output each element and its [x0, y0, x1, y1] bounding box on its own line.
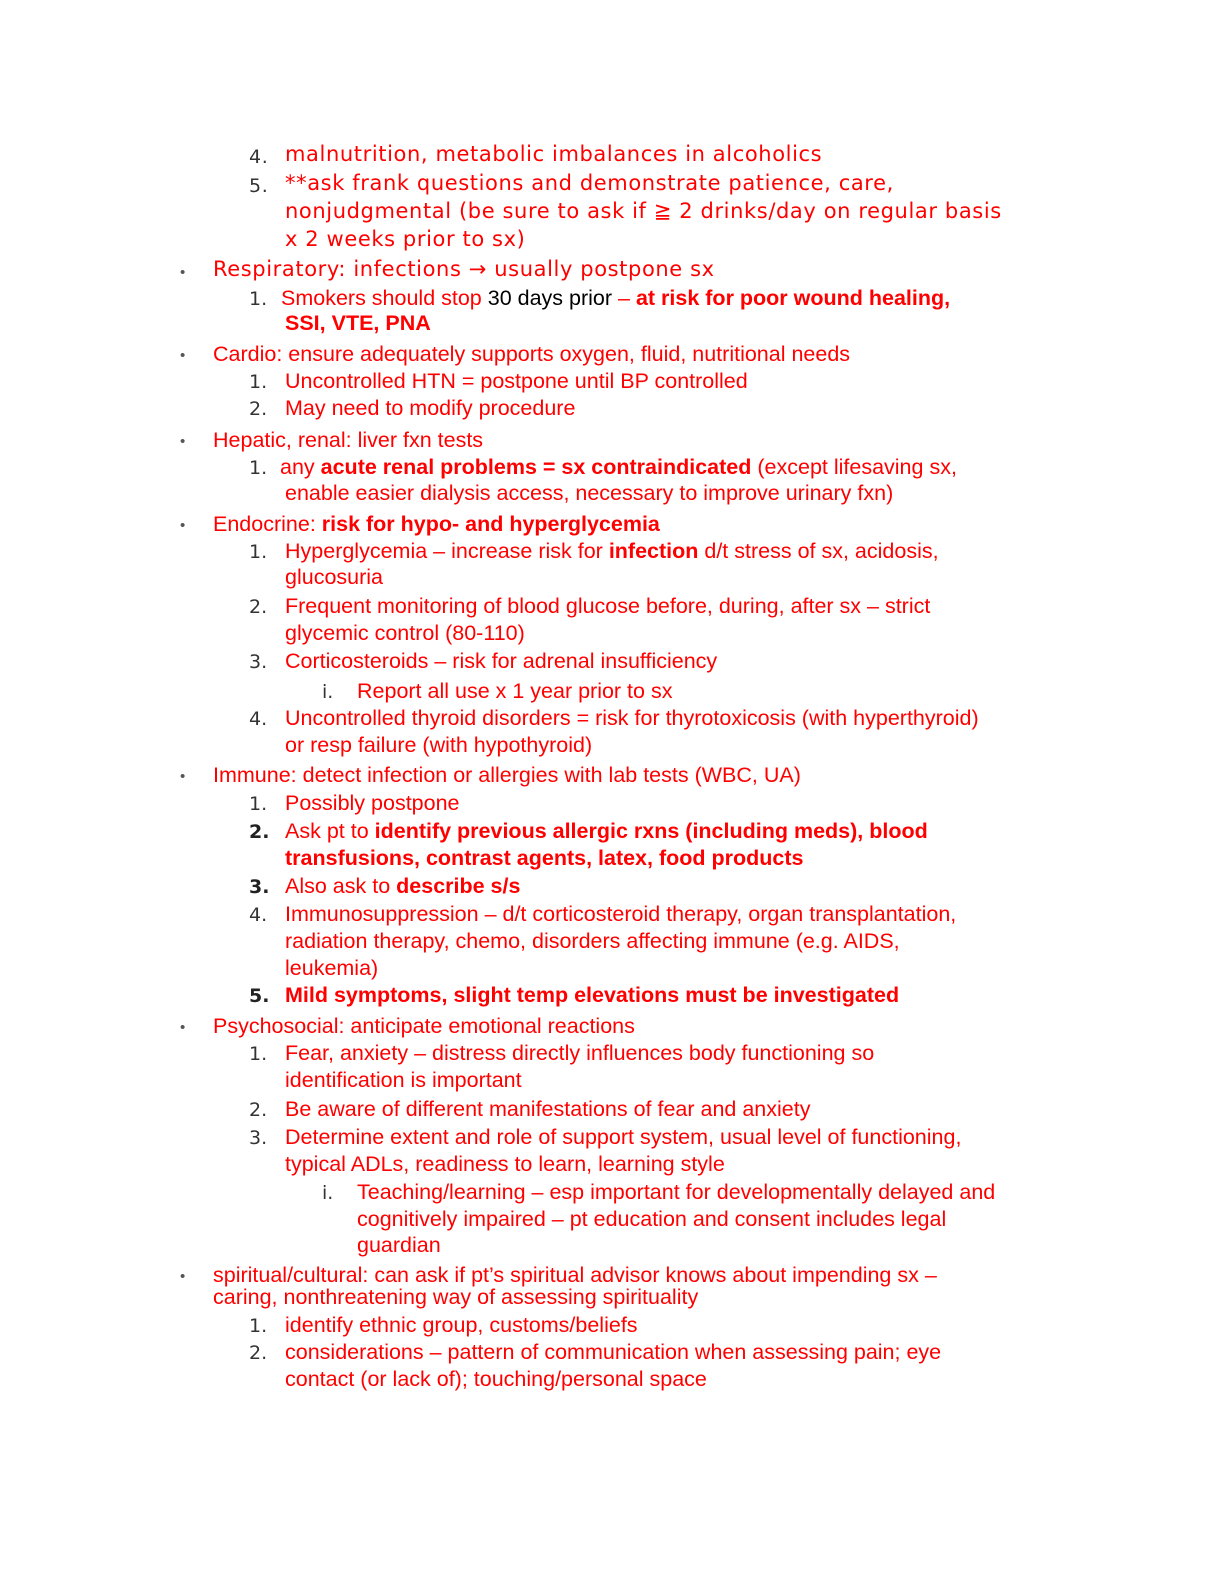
list-number: 5. [249, 175, 269, 197]
text-run: Endocrine: [213, 512, 322, 536]
list-item-continuation: nonjudgmental (be sure to ask if ≧ 2 drinks/day on regular basis [285, 199, 1002, 223]
section-heading-spiritual: spiritual/cultural: can ask if pt’s spiritual advisor knows about impending sx – [213, 1263, 937, 1287]
list-item-continuation: leukemia) [285, 956, 379, 980]
list-item-continuation: identification is important [285, 1068, 522, 1092]
bullet-icon: • [180, 1268, 186, 1285]
bullet-icon: • [180, 768, 186, 785]
text-run-bold: identify previous allergic rxns (including meds), blood [374, 819, 928, 843]
text-run: d/t stress of sx, acidosis, [698, 539, 939, 563]
list-item-continuation: x 2 weeks prior to sx) [285, 227, 526, 251]
list-item: Frequent monitoring of blood glucose before, during, after sx – strict [285, 594, 931, 618]
list-item [281, 286, 950, 311]
text-run: any [280, 455, 321, 479]
list-number: i. [322, 681, 334, 703]
list-item: identify ethnic group, customs/beliefs [285, 1313, 638, 1337]
list-item: Possibly postpone [285, 791, 460, 815]
list-number: 1. [249, 288, 268, 310]
list-item-continuation: guardian [357, 1233, 441, 1257]
section-heading-endocrine [213, 512, 660, 537]
list-number: 2. [249, 596, 268, 618]
list-number: 2. [249, 1099, 268, 1121]
text-run: Also ask to [285, 874, 397, 898]
list-number: 1. [249, 541, 268, 563]
list-number: 1. [249, 457, 268, 479]
text-run-bold: risk for hypo- and hyperglycemia [321, 512, 660, 536]
text-run-bold: infection [608, 539, 699, 563]
list-item: malnutrition, metabolic imbalances in alcoholics [285, 142, 823, 166]
text-run: Hyperglycemia – increase risk for [285, 539, 609, 563]
text-run-black: 30 days prior [487, 286, 613, 310]
list-number: 4. [249, 708, 268, 730]
text-run-bold: at risk for poor wound healing, [635, 286, 951, 310]
list-item-continuation: transfusions, contrast agents, latex, food products [285, 846, 804, 870]
section-heading-respiratory: Respiratory: infections → usually postpone sx [213, 257, 715, 281]
text-run: Smokers should stop [281, 286, 488, 310]
list-item-continuation: glycemic control (80-110) [285, 621, 525, 645]
text-run: Ask pt to [285, 819, 375, 843]
list-item: Fear, anxiety – distress directly influences body functioning so [285, 1041, 875, 1065]
list-item-continuation: contact (or lack of); touching/personal space [285, 1367, 707, 1391]
text-run: – [612, 286, 636, 310]
list-number: 1. [249, 371, 268, 393]
bullet-icon: • [180, 433, 186, 450]
bullet-icon: • [180, 264, 186, 281]
list-number: 5. [249, 985, 270, 1007]
section-heading-hepatic: Hepatic, renal: liver fxn tests [213, 428, 484, 452]
text-run: (except lifesaving sx, [751, 455, 957, 479]
list-item: Uncontrolled HTN = postpone until BP controlled [285, 369, 748, 393]
list-number: i. [322, 1182, 334, 1204]
bullet-icon: • [180, 1019, 186, 1036]
list-number: 3. [249, 876, 270, 898]
list-number: 1. [249, 1315, 268, 1337]
list-item: Mild symptoms, slight temp elevations must be investigated [285, 983, 900, 1007]
list-item: Determine extent and role of support system, usual level of functioning, [285, 1125, 962, 1149]
list-item: Teaching/learning – esp important for developmentally delayed and [357, 1180, 996, 1204]
list-item: considerations – pattern of communication when assessing pain; eye [285, 1340, 942, 1364]
list-item: Immunosuppression – d/t corticosteroid therapy, organ transplantation, [285, 902, 957, 926]
bullet-icon: • [180, 347, 186, 364]
list-item: **ask frank questions and demonstrate patience, care, [285, 171, 894, 195]
list-item: May need to modify procedure [285, 396, 576, 420]
list-number: 3. [249, 651, 268, 673]
list-item-continuation: or resp failure (with hypothyroid) [285, 733, 593, 757]
section-heading-cardio: Cardio: ensure adequately supports oxygen, fluid, nutritional needs [213, 342, 851, 366]
list-item-continuation: typical ADLs, readiness to learn, learning style [285, 1152, 725, 1176]
list-number: 1. [249, 1043, 268, 1065]
list-number: 3. [249, 1127, 268, 1149]
list-item [285, 819, 928, 844]
list-item: Be aware of different manifestations of fear and anxiety [285, 1097, 811, 1121]
list-item [280, 455, 957, 480]
section-heading-continuation: caring, nonthreatening way of assessing spirituality [213, 1285, 699, 1309]
list-item [285, 874, 520, 899]
list-item [285, 539, 939, 564]
list-item: Uncontrolled thyroid disorders = risk for thyrotoxicosis (with hyperthyroid) [285, 706, 979, 730]
list-item-continuation: SSI, VTE, PNA [285, 311, 431, 335]
list-item-continuation: radiation therapy, chemo, disorders affecting immune (e.g. AIDS, [285, 929, 900, 953]
text-run-bold: describe s/s [396, 874, 521, 898]
bullet-icon: • [180, 517, 186, 534]
section-heading-immune: Immune: detect infection or allergies with lab tests (WBC, UA) [213, 763, 801, 787]
list-number: 4. [249, 904, 268, 926]
list-item-continuation: glucosuria [285, 565, 383, 589]
list-item: Corticosteroids – risk for adrenal insufficiency [285, 649, 718, 673]
list-item-continuation: cognitively impaired – pt education and consent includes legal [357, 1207, 947, 1231]
list-number: 1. [249, 793, 268, 815]
text-run-bold: acute renal problems = sx contraindicated [320, 455, 752, 479]
list-item-continuation: enable easier dialysis access, necessary to improve urinary fxn) [285, 481, 894, 505]
list-number: 4. [249, 146, 269, 168]
list-number: 2. [249, 398, 268, 420]
list-number: 2. [249, 1342, 268, 1364]
list-item: Report all use x 1 year prior to sx [357, 679, 673, 703]
section-heading-psychosocial: Psychosocial: anticipate emotional reactions [213, 1014, 635, 1038]
list-number: 2. [249, 821, 270, 843]
